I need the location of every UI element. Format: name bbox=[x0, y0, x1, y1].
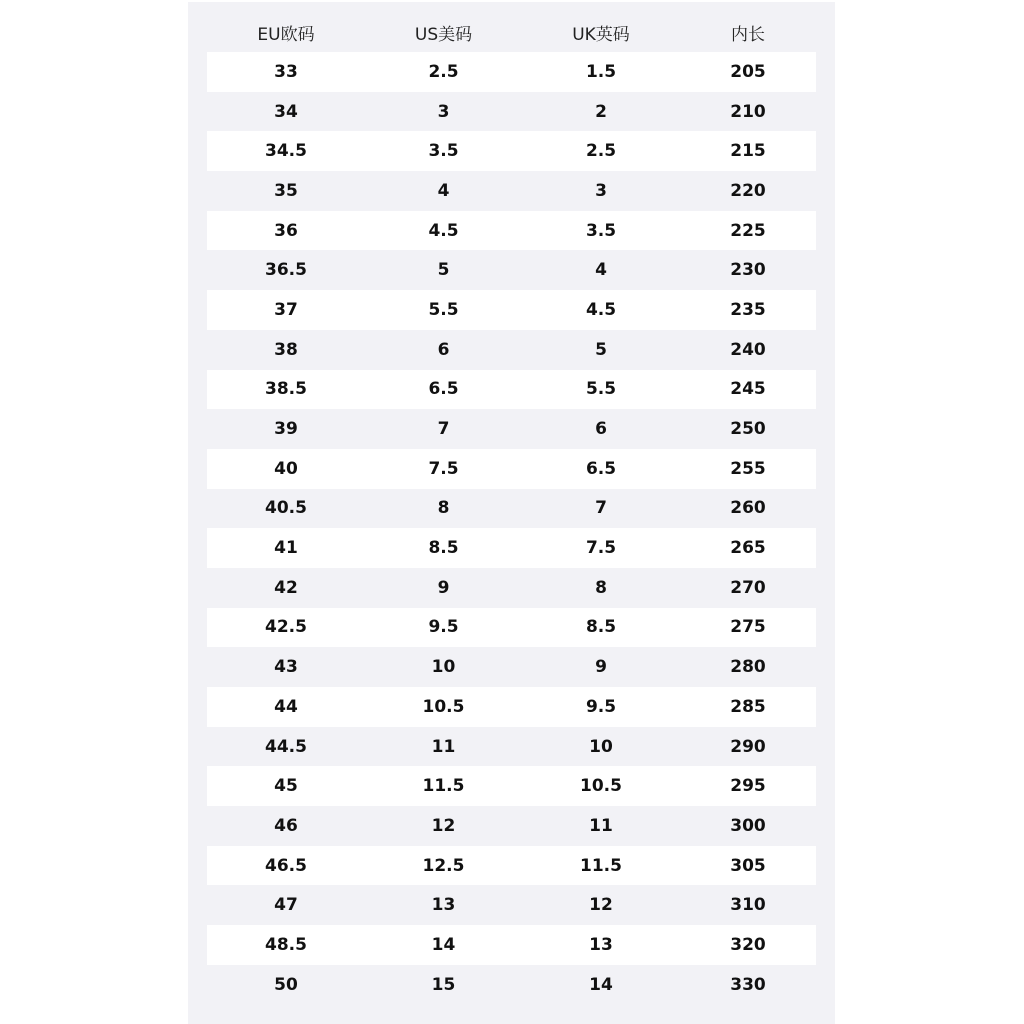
inner-length-cell: 300 bbox=[730, 815, 766, 836]
inner-length-cell: 280 bbox=[730, 657, 766, 678]
us-size-cell: 6 bbox=[437, 339, 450, 360]
inner-length-cell: 320 bbox=[730, 934, 766, 955]
us-size-cell: 11.5 bbox=[422, 776, 465, 797]
header-us: US美码 bbox=[414, 24, 473, 45]
inner-length-cell: 275 bbox=[730, 617, 766, 638]
uk-size-cell: 13 bbox=[589, 934, 613, 955]
inner-length-cell: 210 bbox=[730, 101, 766, 122]
eu-size-cell: 40 bbox=[274, 458, 298, 479]
header-inner-length: 内长 bbox=[731, 24, 765, 45]
us-size-cell: 7 bbox=[437, 419, 450, 440]
table-row bbox=[207, 965, 816, 1005]
table-row bbox=[207, 766, 816, 806]
uk-size-cell: 11.5 bbox=[580, 855, 622, 876]
uk-size-cell: 3.5 bbox=[585, 220, 617, 241]
us-size-cell: 12 bbox=[431, 815, 456, 836]
header-uk: UK英码 bbox=[572, 24, 630, 45]
table-header-row bbox=[207, 12, 816, 52]
inner-length-cell: 290 bbox=[730, 736, 766, 757]
table-row bbox=[207, 568, 816, 608]
inner-length-cell: 225 bbox=[730, 220, 766, 241]
table-row bbox=[207, 370, 816, 410]
us-size-cell: 8 bbox=[437, 498, 450, 519]
inner-length-cell: 255 bbox=[730, 458, 766, 479]
eu-size-cell: 39 bbox=[274, 419, 298, 440]
uk-size-cell: 7 bbox=[595, 498, 607, 519]
uk-size-cell: 2 bbox=[595, 101, 607, 122]
inner-length-cell: 305 bbox=[730, 855, 766, 876]
uk-size-cell: 10.5 bbox=[580, 776, 622, 797]
table-row bbox=[207, 687, 816, 727]
table-row bbox=[207, 885, 816, 925]
eu-size-cell: 47 bbox=[274, 895, 298, 916]
us-size-cell: 4.5 bbox=[428, 220, 459, 241]
table-row bbox=[207, 52, 816, 92]
eu-size-cell: 34.5 bbox=[265, 141, 307, 162]
eu-size-cell: 46.5 bbox=[265, 855, 307, 876]
table-row bbox=[207, 449, 816, 489]
table-row bbox=[207, 250, 816, 290]
inner-length-cell: 215 bbox=[730, 141, 766, 162]
us-size-cell: 4 bbox=[437, 180, 450, 201]
uk-size-cell: 3 bbox=[595, 180, 607, 201]
us-size-cell: 10 bbox=[431, 657, 456, 678]
inner-length-cell: 260 bbox=[730, 498, 766, 519]
inner-length-cell: 265 bbox=[730, 538, 766, 559]
header-eu: EU欧码 bbox=[257, 24, 315, 45]
eu-size-cell: 50 bbox=[274, 974, 298, 995]
eu-size-cell: 33 bbox=[274, 61, 298, 82]
uk-size-cell: 5.5 bbox=[585, 379, 617, 400]
table-row bbox=[207, 727, 816, 767]
inner-length-cell: 240 bbox=[730, 339, 766, 360]
table-row bbox=[207, 330, 816, 370]
eu-size-cell: 43 bbox=[274, 657, 298, 678]
size-chart-table bbox=[207, 12, 816, 1005]
eu-size-cell: 36.5 bbox=[265, 260, 307, 281]
eu-size-cell: 41 bbox=[274, 538, 298, 559]
uk-size-cell: 11 bbox=[589, 815, 613, 836]
table-body bbox=[207, 52, 816, 1005]
eu-size-cell: 34 bbox=[274, 101, 298, 122]
uk-size-cell: 2.5 bbox=[585, 141, 617, 162]
us-size-cell: 15 bbox=[431, 974, 456, 995]
table-row bbox=[207, 608, 816, 648]
eu-size-cell: 37 bbox=[274, 299, 298, 320]
us-size-cell: 2.5 bbox=[428, 61, 459, 82]
eu-size-cell: 36 bbox=[274, 220, 298, 241]
table-row bbox=[207, 489, 816, 529]
us-size-cell: 7.5 bbox=[428, 458, 459, 479]
size-chart-panel bbox=[188, 2, 835, 1024]
us-size-cell: 11 bbox=[431, 736, 456, 757]
eu-size-cell: 46 bbox=[274, 815, 298, 836]
inner-length-cell: 270 bbox=[730, 577, 766, 598]
us-size-cell: 10.5 bbox=[422, 696, 465, 717]
inner-length-cell: 205 bbox=[730, 61, 766, 82]
eu-size-cell: 38.5 bbox=[265, 379, 307, 400]
uk-size-cell: 10 bbox=[589, 736, 613, 757]
eu-size-cell: 42 bbox=[274, 577, 298, 598]
table-row bbox=[207, 211, 816, 251]
us-size-cell: 5.5 bbox=[428, 299, 459, 320]
eu-size-cell: 40.5 bbox=[265, 498, 307, 519]
table-row bbox=[207, 846, 816, 886]
table-row bbox=[207, 131, 816, 171]
uk-size-cell: 4 bbox=[595, 260, 607, 281]
eu-size-cell: 42.5 bbox=[265, 617, 307, 638]
uk-size-cell: 9.5 bbox=[585, 696, 617, 717]
table-row bbox=[207, 647, 816, 687]
eu-size-cell: 35 bbox=[274, 180, 298, 201]
table-row bbox=[207, 806, 816, 846]
us-size-cell: 14 bbox=[431, 934, 456, 955]
us-size-cell: 5 bbox=[437, 260, 450, 281]
uk-size-cell: 12 bbox=[589, 895, 613, 916]
uk-size-cell: 4.5 bbox=[585, 299, 617, 320]
table-row bbox=[207, 925, 816, 965]
table-row bbox=[207, 409, 816, 449]
table-row bbox=[207, 290, 816, 330]
uk-size-cell: 9 bbox=[595, 657, 607, 678]
inner-length-cell: 295 bbox=[730, 776, 766, 797]
uk-size-cell: 7.5 bbox=[585, 538, 617, 559]
inner-length-cell: 230 bbox=[730, 260, 766, 281]
us-size-cell: 3 bbox=[437, 101, 450, 122]
uk-size-cell: 5 bbox=[595, 339, 607, 360]
us-size-cell: 9 bbox=[437, 577, 450, 598]
us-size-cell: 8.5 bbox=[428, 538, 459, 559]
uk-size-cell: 8 bbox=[595, 577, 607, 598]
uk-size-cell: 8.5 bbox=[585, 617, 617, 638]
uk-size-cell: 1.5 bbox=[585, 61, 617, 82]
us-size-cell: 6.5 bbox=[428, 379, 459, 400]
inner-length-cell: 220 bbox=[730, 180, 766, 201]
eu-size-cell: 48.5 bbox=[265, 934, 307, 955]
table-row bbox=[207, 92, 816, 132]
us-size-cell: 3.5 bbox=[428, 141, 459, 162]
inner-length-cell: 235 bbox=[730, 299, 766, 320]
table-row bbox=[207, 528, 816, 568]
eu-size-cell: 44 bbox=[274, 696, 298, 717]
uk-size-cell: 6.5 bbox=[585, 458, 617, 479]
inner-length-cell: 330 bbox=[730, 974, 766, 995]
us-size-cell: 12.5 bbox=[422, 855, 465, 876]
eu-size-cell: 45 bbox=[274, 776, 298, 797]
table-row bbox=[207, 171, 816, 211]
inner-length-cell: 285 bbox=[730, 696, 766, 717]
us-size-cell: 13 bbox=[431, 895, 456, 916]
uk-size-cell: 6 bbox=[595, 419, 607, 440]
us-size-cell: 9.5 bbox=[428, 617, 459, 638]
eu-size-cell: 44.5 bbox=[265, 736, 307, 757]
inner-length-cell: 245 bbox=[730, 379, 766, 400]
eu-size-cell: 38 bbox=[274, 339, 298, 360]
inner-length-cell: 310 bbox=[730, 895, 766, 916]
inner-length-cell: 250 bbox=[730, 419, 766, 440]
uk-size-cell: 14 bbox=[589, 974, 613, 995]
